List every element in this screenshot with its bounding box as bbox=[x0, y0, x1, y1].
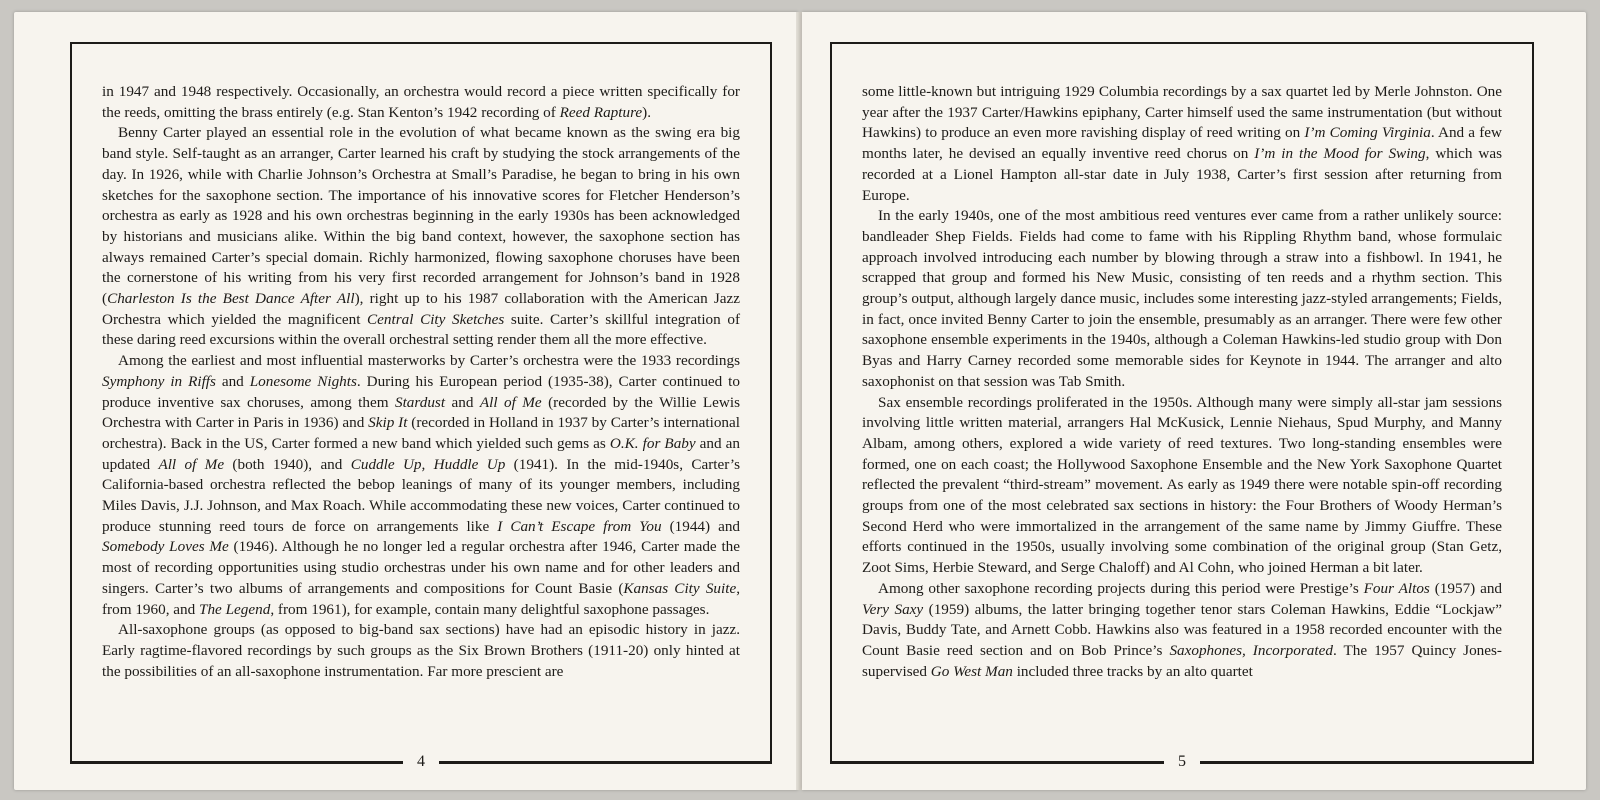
text-run: Among other saxophone recording projects during this period were Prestige’s bbox=[878, 579, 1364, 597]
paragraph bbox=[862, 579, 1502, 683]
italic-title: Cuddle Up, Huddle Up bbox=[350, 455, 506, 473]
italic-title: I’m Coming Virginia bbox=[1304, 124, 1431, 142]
right-page-frame bbox=[830, 42, 1534, 770]
text-run: . And a few months later, he devised an equally inventive reed chorus on bbox=[862, 124, 1502, 163]
text-run: (both 1940), and bbox=[224, 455, 351, 473]
right-page-footer bbox=[830, 750, 1534, 774]
text-run: and bbox=[215, 372, 250, 390]
text-run: (recorded by the Willie Lewis Orchestra with Carter in Paris in 1936) and bbox=[102, 393, 740, 432]
text-run: , from 1960, and bbox=[102, 579, 740, 618]
paragraph bbox=[862, 82, 1502, 206]
italic-title: Very Saxy bbox=[862, 600, 924, 618]
text-run: , from 1961), for example, contain many delightful saxophone passages. bbox=[270, 600, 710, 618]
text-run: ). bbox=[642, 103, 652, 121]
italic-title: Saxophones, Incorporated bbox=[1169, 641, 1333, 659]
text-run: . During his European period (1935-38), Carter continued to produce inventive sax choruses, among them bbox=[102, 372, 740, 411]
text-run: in 1947 and 1948 respectively. Occasionally, an orchestra would record a piece written specifically for the reeds, omitting the brass entirely (e.g. Stan Kenton’s 1942 recording of bbox=[102, 83, 740, 121]
paragraph bbox=[102, 351, 740, 620]
text-run: (1941). In the mid-1940s, Carter’s California-based orchestra reflected the bebop leanings of many of its younger members, including Miles Davis, J.J. Johnson, and Max Roach. While accommodating these new voices, Carter continued to produce stunning reed tours de force on arrangements like bbox=[102, 455, 740, 535]
italic-title: Central City Sketches bbox=[367, 310, 505, 328]
italic-title: Skip It bbox=[368, 414, 408, 432]
footer-rule bbox=[439, 761, 772, 763]
paragraph bbox=[102, 620, 740, 682]
italic-title: Four Altos bbox=[1363, 579, 1430, 597]
text-run: (1946). Although he no longer led a regular orchestra after 1946, Carter made the most of recording opportunities using studio orchestras under his own name and for other leaders and singers. Carter’s two albums of arrangements and compositions for Count Basie ( bbox=[102, 538, 740, 597]
right-page-text bbox=[862, 82, 1502, 682]
text-run: and an updated bbox=[102, 434, 741, 473]
text-run: , which was recorded at a Lionel Hampton all-star date in July 1938, Carter’s first session after returning from Europe. bbox=[862, 145, 1502, 204]
italic-title: Go West Man bbox=[930, 662, 1013, 680]
text-run: (1957) and bbox=[1429, 579, 1503, 597]
text-run: and bbox=[445, 393, 480, 411]
italic-title: Symphony in Riffs bbox=[102, 372, 216, 390]
text-run: All-saxophone groups (as opposed to big-band sax sections) have had an episodic history in jazz. Early ragtime-flavored recordings by such groups as the Six Brown Brothers (1911-20) only hinted at the possibilities of an all-saxophone instrumentation. Far more prescient are bbox=[102, 621, 740, 680]
footer-rule bbox=[1200, 761, 1534, 763]
italic-title: Kansas City Suite bbox=[623, 579, 737, 597]
text-run: Benny Carter played an essential role in the evolution of what became known as the swing era big band style. Self-taught as an arranger, Carter learned his craft by studying the stock arrangements of the day. In 1926, while with Charlie Johnson’s Orchestra at Small’s Paradise, he began to bring in his own sketches for the saxophone section. The importance of his innovative scores for Fletcher Henderson’s orchestra as early as 1928 and his own orchestras beginning in the early 1930s has been acknowledged by historians and musicians alike. Within the big band context, however, the saxophone section has always remained Carter’s special domain. Richly harmonized, flowing saxophone choruses have been the cornerstone of his writing from his very first recorded arrangement for Johnson’s band in 1928 ( bbox=[102, 124, 740, 308]
text-run: Sax ensemble recordings proliferated in the 1950s. Although many were simply all-star jam sessions involving little written material, arrangers Hal McKusick, Lennie Niehaus, Spud Murphy, and Manny Albam, among others, explored a wide variety of reed textures. Two long-standing ensembles were formed, one on each coast; the Hollywood Saxophone Ensemble and the New York Saxophone Quartet reflected the prevalent “third-stream” movement. As early as 1949 there were notable spin-off recording groups from one of the most celebrated sax sections in history: the Four Brothers of Woody Herman’s Second Herd who were immortalized in the arrangement of the same name by Jimmy Giuffre. These efforts continued in the 1950s, usually involving some combination of the original group (Stan Getz, Zoot Sims, Herbie Steward, and Serge Chaloff) and Al Cohn, who joined Herman a bit later. bbox=[862, 393, 1502, 577]
italic-title: Charleston Is the Best Dance After All bbox=[107, 290, 355, 308]
page-number: 5 bbox=[1164, 750, 1200, 774]
footer-rule bbox=[830, 761, 1164, 763]
italic-title: Somebody Loves Me bbox=[102, 538, 229, 556]
left-page-text bbox=[102, 82, 740, 682]
left-page-footer bbox=[70, 750, 772, 774]
paragraph bbox=[102, 123, 740, 351]
text-run: (1959) albums, the latter bringing together tenor stars Coleman Hawkins, Eddie “Lockjaw” Davis, Buddy Tate, and Arnett Cobb. Hawkins also was featured in a 1958 recorded encounter with the Count Basie reed section and on Bob Prince’s bbox=[862, 600, 1502, 659]
italic-title: All of Me bbox=[158, 455, 225, 473]
italic-title: Stardust bbox=[394, 393, 446, 411]
italic-title: Lonesome Nights bbox=[249, 372, 357, 390]
left-page bbox=[14, 12, 798, 790]
italic-title: O.K. for Baby bbox=[609, 434, 696, 452]
text-run: (1944) and bbox=[661, 517, 741, 535]
italic-title: I Can’t Escape from You bbox=[497, 517, 662, 535]
text-run: In the early 1940s, one of the most ambitious reed ventures ever came from a rather unlikely source: bandleader Shep Fields. Fields had come to fame with his Rippling Rhythm band, whose formulaic approach involved introducing each number by blowing through a straw into a fishbowl. In 1941, he scrapped that group and formed his New Music, consisting of ten reeds and a rhythm section. This group’s output, although largely dance music, includes some interesting jazz-styled arrangements; Fields, in fact, once invited Benny Carter to join the ensemble, presumably as an arranger. There were few other saxophone ensemble experiments in the 1940s, although a Coleman Hawkins-led studio group with Don Byas and Harry Carney recorded some memorable sides for Keynote in 1944. The arranger and alto saxophonist on that session was Tab Smith. bbox=[862, 207, 1502, 390]
italic-title: All of Me bbox=[479, 393, 542, 411]
paragraph bbox=[862, 393, 1502, 579]
right-page bbox=[802, 12, 1586, 790]
text-run: some little-known but intriguing 1929 Columbia recordings by a sax quartet led by Merle Johnston. One year after the 1937 Carter/Hawkins epiphany, Carter himself used the same instrumentation (but without Hawkins) to produce an even more ravishing display of reed writing on bbox=[862, 83, 1502, 142]
page-number: 4 bbox=[403, 750, 439, 774]
italic-title: Reed Rapture bbox=[559, 103, 643, 121]
italic-title: I’m in the Mood for Swing bbox=[1254, 145, 1426, 163]
text-run: (recorded in Holland in 1937 by Carter’s international orchestra). Back in the US, Carter formed a new band which yielded such gems as bbox=[102, 414, 740, 452]
paragraph bbox=[862, 206, 1502, 392]
text-run: suite. Carter’s skillful integration of these daring reed excursions within the overall orchestral setting render them all the more effective. bbox=[102, 310, 741, 349]
text-run: Among the earliest and most influential masterworks by Carter’s orchestra were the 1933 recordings bbox=[118, 352, 740, 370]
text-run: . The 1957 Quincy Jones-supervised bbox=[862, 641, 1502, 680]
text-run: ), right up to his 1987 collaboration with the American Jazz Orchestra which yielded the magnificent bbox=[102, 290, 740, 328]
paragraph bbox=[102, 82, 740, 123]
footer-rule bbox=[70, 761, 403, 763]
italic-title: The Legend bbox=[199, 600, 271, 618]
text-run: included three tracks by an alto quartet bbox=[1012, 662, 1253, 680]
left-page-frame bbox=[70, 42, 772, 770]
